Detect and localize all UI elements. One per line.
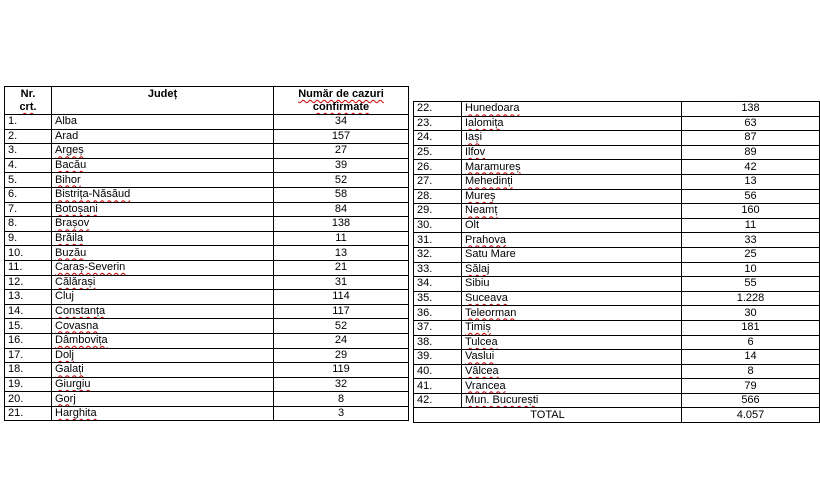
cases-count: 24 — [274, 333, 409, 348]
county-name-text: Harghita — [55, 407, 97, 420]
county-name-text: Hunedoara — [465, 102, 520, 115]
cases-count: 13 — [274, 246, 409, 261]
county-name-text: Mun. București — [465, 394, 539, 407]
row-number: 13. — [5, 290, 52, 305]
row-number: 25. — [414, 145, 462, 160]
county-name-text: Suceava — [465, 292, 508, 305]
county-name-text: Cluj — [55, 290, 74, 303]
county-name-text: Neamț — [465, 204, 498, 217]
cases-count: 157 — [274, 129, 409, 144]
left-cases-table — [4, 86, 409, 421]
county-name-text: Iași — [465, 131, 483, 144]
county-name — [462, 145, 682, 160]
cases-count: 6 — [682, 335, 820, 350]
county-name-text: Teleorman — [465, 306, 517, 319]
county-name — [462, 102, 682, 117]
table-row — [414, 335, 820, 350]
cases-count: 11 — [682, 218, 820, 233]
county-name-text: Timiș — [465, 321, 491, 334]
cases-count: 39 — [274, 158, 409, 173]
table-row — [5, 115, 409, 130]
row-number: 28. — [414, 189, 462, 204]
table-row — [5, 260, 409, 275]
cases-count: 56 — [682, 189, 820, 204]
table-row — [5, 319, 409, 334]
county-name-text: Călărași — [55, 275, 96, 288]
county-name-text: Galați — [55, 363, 84, 376]
row-number: 10. — [5, 246, 52, 261]
cases-count: 29 — [274, 348, 409, 363]
cases-count: 3 — [274, 406, 409, 421]
table-header-row — [5, 87, 409, 115]
row-number: 27. — [414, 174, 462, 189]
county-name-text: Caraș-Severin — [55, 261, 126, 274]
header-nr-line2: crt. — [19, 101, 37, 113]
cases-count: 84 — [274, 202, 409, 217]
county-name — [52, 129, 274, 144]
row-number: 4. — [5, 158, 52, 173]
county-name — [462, 160, 682, 175]
county-name — [52, 217, 274, 232]
row-number: 37. — [414, 320, 462, 335]
county-name — [462, 247, 682, 262]
row-number: 40. — [414, 364, 462, 379]
row-number: 6. — [5, 187, 52, 202]
cases-count: 138 — [682, 102, 820, 117]
cases-count: 42 — [682, 160, 820, 175]
row-number: 29. — [414, 204, 462, 219]
cases-count: 33 — [682, 233, 820, 248]
county-name-text: Dolj — [55, 348, 74, 361]
table-row — [414, 350, 820, 365]
county-name-text: Brașov — [55, 217, 90, 230]
table-row — [414, 233, 820, 248]
table-row — [5, 290, 409, 305]
county-name-text: Dâmbovița — [55, 334, 108, 347]
table-row — [5, 187, 409, 202]
county-name — [52, 392, 274, 407]
county-name-text: Vrancea — [465, 379, 506, 392]
table-row — [5, 333, 409, 348]
county-name — [462, 174, 682, 189]
county-name — [462, 218, 682, 233]
county-name — [52, 246, 274, 261]
county-name-text: Bacău — [55, 159, 87, 172]
cases-count: 27 — [274, 144, 409, 159]
row-number: 39. — [414, 350, 462, 365]
header-cases — [274, 87, 409, 115]
table-row — [414, 306, 820, 321]
row-number: 16. — [5, 333, 52, 348]
table-row — [414, 160, 820, 175]
row-number: 9. — [5, 231, 52, 246]
county-name-text: Mureș — [465, 189, 496, 202]
row-number: 41. — [414, 379, 462, 394]
row-number: 36. — [414, 306, 462, 321]
county-name-text: Vaslui — [465, 350, 495, 363]
cases-count: 55 — [682, 277, 820, 292]
row-number: 11. — [5, 260, 52, 275]
row-number: 8. — [5, 217, 52, 232]
row-number: 3. — [5, 144, 52, 159]
table-row — [5, 202, 409, 217]
table-row — [414, 320, 820, 335]
row-number: 7. — [5, 202, 52, 217]
table-row — [5, 348, 409, 363]
county-name — [52, 260, 274, 275]
cases-count: 25 — [682, 247, 820, 262]
county-name-text: Prahova — [465, 233, 506, 246]
table-row — [414, 102, 820, 117]
county-name-text: Covasna — [55, 319, 99, 332]
table-row — [5, 231, 409, 246]
right-table-body — [414, 102, 820, 408]
county-name — [462, 379, 682, 394]
county-name — [52, 158, 274, 173]
county-name — [52, 275, 274, 290]
county-name — [462, 320, 682, 335]
row-number: 35. — [414, 291, 462, 306]
county-name — [462, 393, 682, 408]
cases-count: 32 — [274, 377, 409, 392]
cases-count: 31 — [274, 275, 409, 290]
row-number: 18. — [5, 363, 52, 378]
header-cases-line2: confirmate — [312, 101, 370, 113]
row-number: 32. — [414, 247, 462, 262]
county-name — [462, 277, 682, 292]
table-row — [414, 204, 820, 219]
county-name — [462, 189, 682, 204]
county-name — [52, 348, 274, 363]
header-county-label: Județ — [147, 88, 178, 100]
right-cases-table — [413, 101, 820, 423]
county-name-text: Ilfov — [465, 146, 486, 159]
county-name — [462, 291, 682, 306]
cases-count: 52 — [274, 173, 409, 188]
county-name — [462, 306, 682, 321]
county-name — [52, 173, 274, 188]
row-number: 31. — [414, 233, 462, 248]
county-name — [462, 262, 682, 277]
county-name-text: Giurgiu — [55, 377, 91, 390]
row-number: 23. — [414, 116, 462, 131]
row-number: 5. — [5, 173, 52, 188]
row-number: 21. — [5, 406, 52, 421]
row-number: 38. — [414, 335, 462, 350]
row-number: 2. — [5, 129, 52, 144]
cases-count: 34 — [274, 115, 409, 130]
cases-count: 79 — [682, 379, 820, 394]
county-name — [52, 202, 274, 217]
table-row — [414, 218, 820, 233]
row-number: 24. — [414, 131, 462, 146]
cases-count: 63 — [682, 116, 820, 131]
cases-count: 58 — [274, 187, 409, 202]
cases-count: 119 — [274, 363, 409, 378]
table-row — [414, 364, 820, 379]
table-row — [5, 392, 409, 407]
row-number: 30. — [414, 218, 462, 233]
county-name-text: Olt — [465, 219, 480, 232]
table-row — [5, 173, 409, 188]
row-number: 19. — [5, 377, 52, 392]
table-row — [5, 144, 409, 159]
header-cases-line1: Număr de cazuri — [298, 88, 384, 100]
county-name — [52, 363, 274, 378]
cases-count: 52 — [274, 319, 409, 334]
table-row — [5, 377, 409, 392]
cases-count: 21 — [274, 260, 409, 275]
table-row — [414, 291, 820, 306]
county-name-text: Brăila — [55, 232, 84, 245]
county-name-text: Gorj — [55, 392, 76, 405]
county-name — [52, 406, 274, 421]
county-name — [462, 364, 682, 379]
county-name — [52, 319, 274, 334]
total-label: TOTAL — [414, 408, 682, 423]
county-name-text: Maramureș — [465, 160, 521, 173]
county-name — [462, 233, 682, 248]
county-name-text: Botoșani — [55, 202, 98, 215]
total-row — [414, 408, 820, 423]
header-nr — [5, 87, 52, 115]
row-number: 33. — [414, 262, 462, 277]
table-row — [414, 131, 820, 146]
county-name-text: Ialomița — [465, 116, 504, 129]
county-name — [52, 333, 274, 348]
county-name-text: Bihor — [55, 173, 81, 186]
county-name-text: Buzău — [55, 246, 87, 259]
table-row — [414, 174, 820, 189]
table-row — [414, 189, 820, 204]
table-row — [414, 393, 820, 408]
table-row — [5, 275, 409, 290]
cases-count: 138 — [274, 217, 409, 232]
cases-count: 566 — [682, 393, 820, 408]
cases-count: 30 — [682, 306, 820, 321]
table-row — [414, 247, 820, 262]
county-name — [52, 304, 274, 319]
county-name — [52, 377, 274, 392]
cases-count: 8 — [682, 364, 820, 379]
row-number: 22. — [414, 102, 462, 117]
county-name — [52, 231, 274, 246]
county-name-text: Sălaj — [465, 262, 490, 275]
county-name-text: Mehedinți — [465, 175, 513, 188]
row-number: 26. — [414, 160, 462, 175]
cases-count: 117 — [274, 304, 409, 319]
table-row — [414, 379, 820, 394]
table-row — [5, 129, 409, 144]
cases-count: 181 — [682, 320, 820, 335]
table-row — [5, 158, 409, 173]
county-name — [52, 187, 274, 202]
cases-count: 14 — [682, 350, 820, 365]
county-name — [462, 116, 682, 131]
county-name-text: Arad — [55, 129, 79, 142]
table-row — [414, 116, 820, 131]
cases-count: 87 — [682, 131, 820, 146]
cases-count: 89 — [682, 145, 820, 160]
header-county — [52, 87, 274, 115]
row-number: 20. — [5, 392, 52, 407]
table-row — [5, 217, 409, 232]
county-name-text: Bistrița-Năsăud — [55, 188, 131, 201]
county-name-text: Vâlcea — [465, 364, 499, 377]
county-name — [462, 204, 682, 219]
county-name-text: Satu Mare — [465, 248, 516, 261]
cases-count: 1.228 — [682, 291, 820, 306]
county-name — [462, 131, 682, 146]
header-nr-line1: Nr. — [20, 88, 36, 100]
table-row — [5, 363, 409, 378]
county-name — [462, 335, 682, 350]
table-row — [414, 262, 820, 277]
row-number: 12. — [5, 275, 52, 290]
county-name — [462, 350, 682, 365]
county-name-text: Sibiu — [465, 277, 490, 290]
county-name-text: Alba — [55, 115, 78, 128]
county-name — [52, 115, 274, 130]
row-number: 15. — [5, 319, 52, 334]
county-name-text: Tulcea — [465, 335, 498, 348]
county-name — [52, 290, 274, 305]
cases-count: 10 — [682, 262, 820, 277]
cases-count: 11 — [274, 231, 409, 246]
table-row — [5, 406, 409, 421]
row-number: 34. — [414, 277, 462, 292]
cases-count: 13 — [682, 174, 820, 189]
left-table-body — [5, 115, 409, 421]
table-row — [414, 145, 820, 160]
row-number: 42. — [414, 393, 462, 408]
row-number: 14. — [5, 304, 52, 319]
total-value: 4.057 — [682, 408, 820, 423]
table-row — [5, 246, 409, 261]
county-name — [52, 144, 274, 159]
county-name-text: Constanța — [55, 305, 106, 318]
cases-count: 8 — [274, 392, 409, 407]
table-row — [414, 277, 820, 292]
row-number: 1. — [5, 115, 52, 130]
table-row — [5, 304, 409, 319]
cases-count: 160 — [682, 204, 820, 219]
county-name-text: Argeș — [55, 144, 84, 157]
cases-count: 114 — [274, 290, 409, 305]
row-number: 17. — [5, 348, 52, 363]
